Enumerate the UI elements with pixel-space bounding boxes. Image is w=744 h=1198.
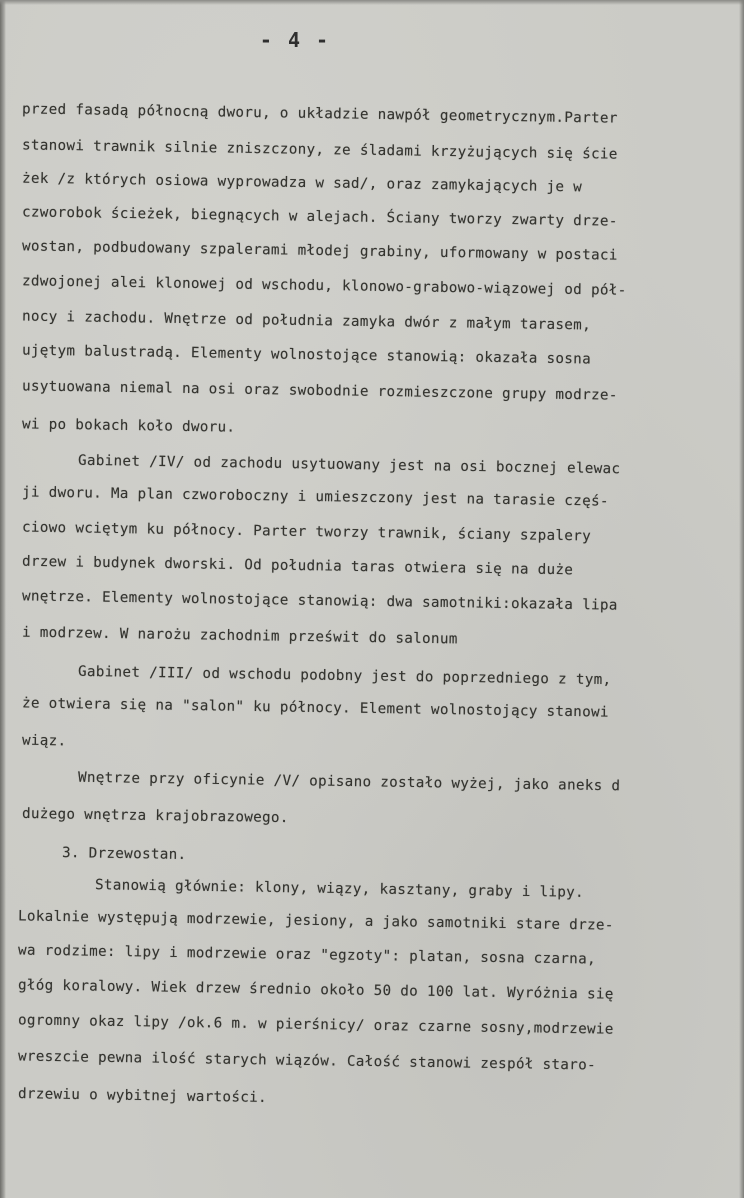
text-line: ujętym balustradą. Elementy wolnostojące stanowią: okazała sosna [21, 342, 592, 368]
page-number: - 4 - [259, 28, 331, 52]
scan-left-edge [0, 0, 6, 1198]
text-line: i modrzew. W narożu zachodnim prześwit do salonum [21, 624, 458, 648]
text-line: dużego wnętrza krajobrazowego. [21, 805, 289, 827]
scan-right-edge [739, 0, 744, 1198]
text-line: nocy i zachodu. Wnętrze od południa zamyka dwór z małym tarasem, [21, 308, 592, 334]
text-line: drzew i budynek dworski. Od południa taras otwiera się na duże [21, 553, 574, 579]
text-line: wa rodzime: lipy i modrzewie oraz "egzoty": platan, sosna czarna, [17, 942, 597, 968]
text-line: Stanowią głównie: klony, wiązy, kasztany, graby i lipy. [94, 877, 585, 901]
text-line: żek /z których osiowa wyprowadza w sad/, oraz zamykających je w [21, 170, 583, 196]
text-line: ciowo wciętym ku północy. Parter tworzy trawnik, ściany szpalery [21, 519, 592, 545]
text-line: drzewiu o wybitnej wartości. [17, 1086, 268, 1106]
text-line: przed fasadą północną dworu, o układzie nawpół geometrycznym.Parter [21, 101, 618, 127]
section-heading: 3. Drzewostan. [61, 845, 187, 863]
scan-top-edge [0, 0, 744, 5]
text-line: głóg koralowy. Wiek drzew średnio około 50 do 100 lat. Wyróżnia się [17, 977, 614, 1003]
text-line: wi po bokach koło dworu. [21, 416, 236, 436]
text-line: usytuowana niemal na osi oraz swobodnie rozmieszczone grupy modrze- [21, 378, 618, 404]
text-line: że otwiera się na "salon" ku północy. Element wolnostojący stanowi [21, 695, 609, 721]
text-line: Lokalnie występują modrzewie, jesiony, a jako samotniki stare drze- [17, 908, 614, 934]
text-line: stanowi trawnik silnie zniszczony, ze śladami krzyżujących się ście [21, 137, 618, 163]
text-line: wreszcie pewna ilość starych wiązów. Całość stanowi zespół staro- [17, 1048, 597, 1074]
text-line: Wnętrze przy oficynie /V/ opisano zostało wyżej, jako aneks d [77, 769, 621, 795]
text-line: wiąz. [21, 732, 67, 750]
text-line: ji dworu. Ma plan czworoboczny i umieszczony jest na tarasie częś- [21, 484, 609, 510]
text-line: wostan, podbudowany szpalerami młodej grabiny, uformowany w postaci [21, 238, 618, 264]
text-line: Gabinet /IV/ od zachodu usytuowany jest na osi bocznej elewac [77, 452, 621, 478]
text-line: Gabinet /III/ od wschodu podobny jest do poprzedniego z tym, [77, 663, 612, 689]
text-line: zdwojonej alei klonowej od wschodu, klonowo-grabowo-wiązowej od pół- [21, 273, 627, 299]
text-line: wnętrze. Elementy wolnostojące stanowią: dwa samotniki:okazała lipa [21, 588, 618, 614]
text-line: czworobok ścieżek, biegnących w alejach. Ściany tworzy zwarty drze- [21, 204, 618, 230]
text-line: ogromny okaz lipy /ok.6 m. w pierśnicy/ oraz czarne sosny,modrzewie [17, 1012, 614, 1038]
